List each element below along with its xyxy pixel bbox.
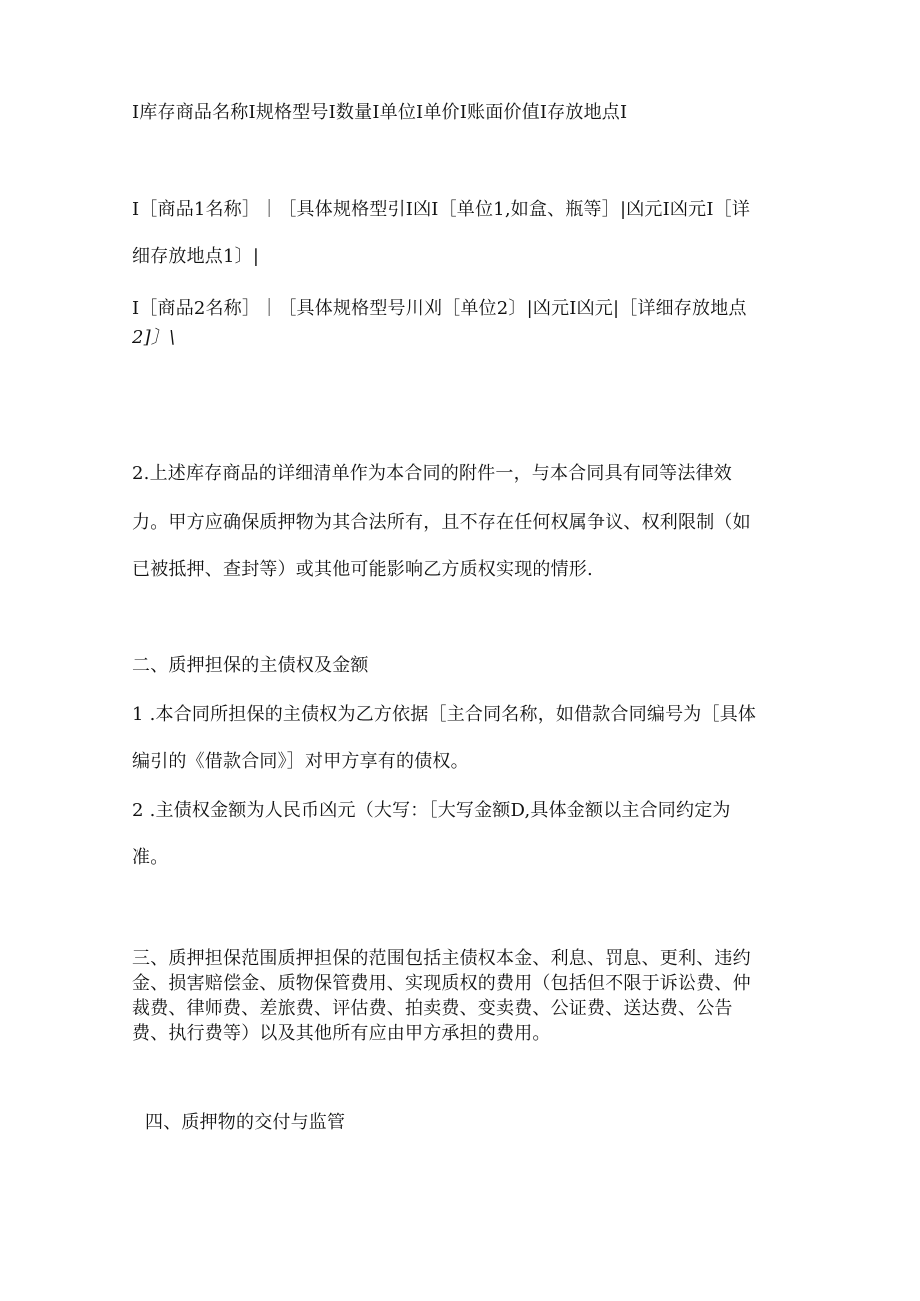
inventory-row-1-line-1: I［商品1名称］｜［具体规格型引I凶I［单位1,如盒、瓶等］|凶元I凶元I［详 [132, 199, 751, 220]
section-2-item-2-line-1: 2 .主债权金额为人民币凶元（大写：［大写金额D,具体金额以主合同约定为 [132, 800, 731, 821]
clause-2-line-1: 2.上述库存商品的详细清单作为本合同的附件一，与本合同具有同等法律效 [132, 463, 732, 484]
section-2-item-1-line-2: 编引的《借款合同》］对甲方享有的债权。 [132, 751, 469, 772]
inventory-table-header: I库存商品名称I规格型号I数量I单位I单价I账面价值I存放地点I [132, 102, 628, 123]
clause-2-line-3: 已被抵押、查封等）或其他可能影响乙方质权实现的情形. [132, 559, 593, 580]
section-3-line-1: 三、质押担保范围质押担保的范围包括主债权本金、利息、罚息、更利、违约 [132, 948, 751, 969]
section-2-item-1-line-1: 1 .本合同所担保的主债权为乙方依据［主合同名称，如借款合同编号为［具体 [132, 704, 757, 725]
clause-2-line-2: 力。甲方应确保质押物为其合法所有，且不存在任何权属争议、权利限制（如 [132, 512, 751, 533]
inventory-row-2-line-2: 2]〕\ [132, 327, 176, 348]
section-4-heading: 四、质押物的交付与监管 [145, 1112, 346, 1133]
section-3-line-2: 金、损害赔偿金、质物保管费用、实现质权的费用（包括但不限于诉讼费、仲 [132, 973, 751, 994]
section-2-heading: 二、质押担保的主债权及金额 [132, 655, 369, 676]
inventory-row-2-line-1: I［商品2名称］｜［具体规格型号川刈［单位2〕|凶元I凶元|［详细存放地点 [132, 298, 747, 319]
section-3-line-3: 裁费、律师费、差旅费、评估费、拍卖费、变卖费、公证费、送达费、公告 [132, 998, 733, 1019]
section-2-item-2-line-2: 准。 [132, 847, 169, 868]
section-3-line-4: 费、执行费等）以及其他所有应由甲方承担的费用。 [132, 1023, 551, 1044]
inventory-row-1-line-2: 细存放地点1〕| [132, 246, 260, 267]
